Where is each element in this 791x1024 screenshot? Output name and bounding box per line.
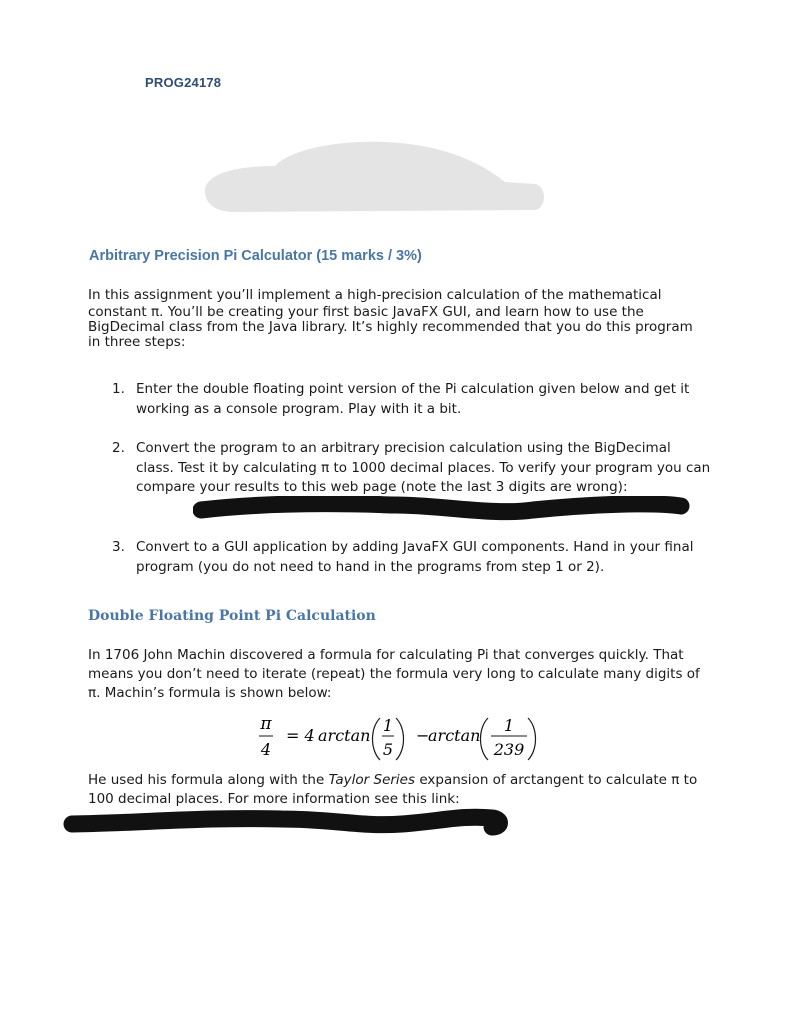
redaction-smudge	[195, 136, 555, 216]
assignment-title: Arbitrary Precision Pi Calculator (15 marks / 3%)	[89, 248, 422, 264]
machin-formula	[256, 710, 546, 762]
list-text: Enter the double floating point version of the Pi calculation given below and get it working as a console program. Play with it a bit.	[136, 381, 690, 417]
list-text: Convert the program to an arbitrary precision calculation using the BigDecimal class. Test it by calculating π to 1000 decimal places. To verify your program you can compare your results to this web page (note the last 3 digits are wrong):	[136, 440, 711, 495]
taylor-paragraph	[88, 771, 708, 809]
list-item	[112, 439, 712, 498]
list-item	[112, 538, 712, 577]
list-text: Convert to a GUI application by adding JavaFX GUI components. Hand in your final program (you do not need to hand in the programs from step 1 or 2).	[136, 539, 694, 575]
intro-line-2: constant π. You’ll be creating your first basic JavaFX GUI, and learn how to use the BigDecimal class from the Java library. It’s highly recommended that you do this program in three steps:	[88, 304, 693, 350]
formula-frac1-den: 5	[382, 740, 394, 759]
machin-paragraph: In 1706 John Machin discovered a formula for calculating Pi that converges quickly. That means you don’t need to iterate (repeat) the formula very long to calculate many digits of π. Machin’s formula is shown below:	[88, 647, 700, 701]
list-number: 3.	[112, 539, 125, 555]
taylor-series-emphasis: Taylor Series	[328, 772, 416, 788]
list-number: 1.	[112, 381, 125, 397]
formula-minus: −	[416, 726, 430, 745]
section-title: Double Floating Point Pi Calculation	[88, 608, 376, 624]
redaction-mark	[193, 496, 693, 524]
formula-frac2-den: 239	[493, 740, 525, 759]
formula-arctan-1: arctan	[318, 726, 371, 745]
formula-eq: = 4	[286, 726, 315, 745]
formula-frac1-num: 1	[382, 716, 394, 735]
taylor-text-after: expansion of arctangent to calculate π to 100 decimal places. For more information see this link:	[88, 772, 698, 807]
intro-paragraph	[88, 286, 708, 350]
list-number: 2.	[112, 440, 125, 456]
formula-arctan-2: arctan	[428, 726, 481, 745]
taylor-text-before: He used his formula along with the	[88, 772, 329, 788]
course-code: PROG24178	[145, 75, 222, 90]
formula-four: 4	[260, 740, 272, 759]
list-item	[112, 380, 712, 419]
redaction-mark	[62, 805, 512, 839]
formula-pi: π	[260, 714, 272, 734]
formula-frac2-num: 1	[503, 716, 515, 735]
intro-line-1: In this assignment you’ll implement a high-precision calculation of the mathematical	[88, 287, 662, 303]
